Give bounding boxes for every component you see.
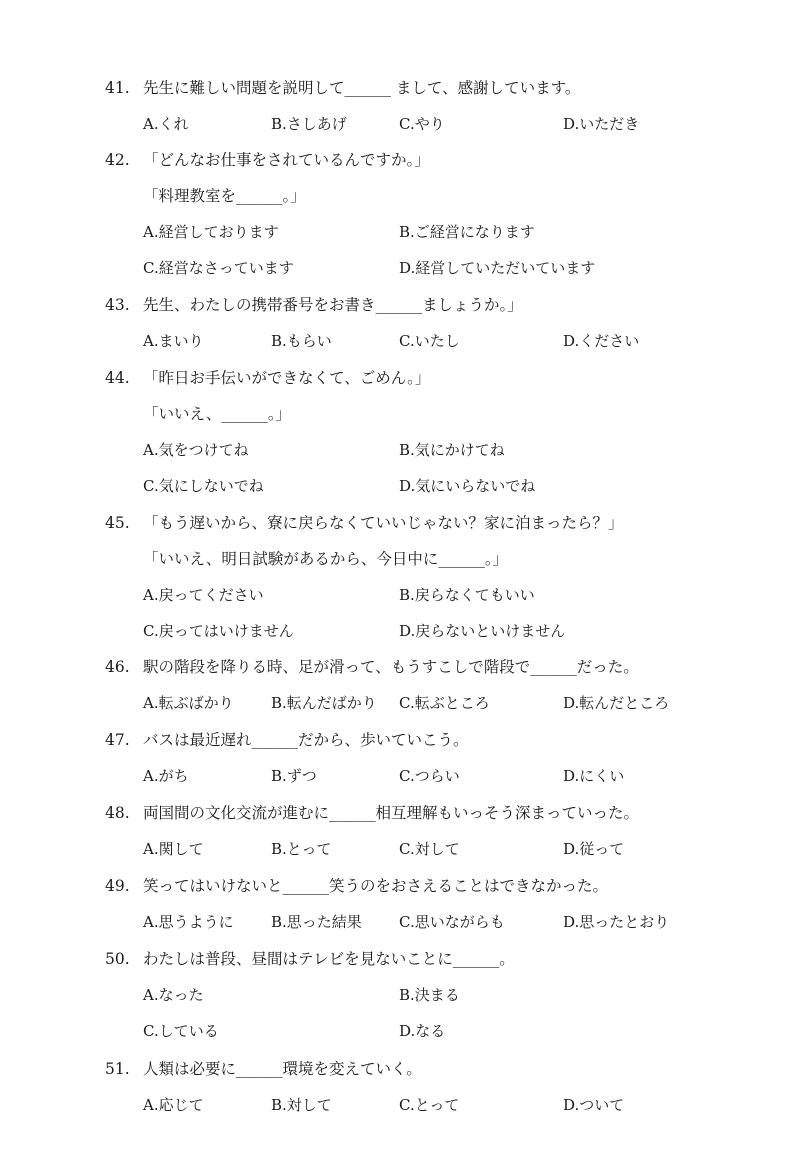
option-b: B.とって [271, 840, 332, 858]
question-51 [105, 1051, 785, 1123]
option-d: D.ついて [563, 1096, 625, 1114]
question-number: 47. [105, 731, 130, 749]
option-a: A.気をつけてね [143, 441, 249, 459]
question-number: 51. [105, 1060, 130, 1078]
question-50 [105, 941, 785, 1049]
question-stem: 笑ってはいけないと______笑うのをおさえることはできなかった。 [143, 877, 609, 895]
option-d: D.なる [399, 1022, 446, 1040]
question-45 [105, 505, 785, 649]
question-reply: 「料理教室を______。」 [143, 187, 306, 205]
option-a: A.がち [143, 767, 189, 785]
question-stem: 両国間の文化交流が進むに______相互理解もいっそう深まっていった。 [143, 804, 640, 822]
question-stem: バスは最近遅れ______だから、歩いていこう。 [143, 731, 469, 749]
option-a: A.なった [143, 986, 204, 1004]
option-a: A.まいり [143, 332, 204, 350]
question-number: 49. [105, 877, 130, 895]
question-number: 43. [105, 296, 130, 314]
option-a: A.戻ってください [143, 586, 264, 604]
question-number: 46. [105, 658, 130, 676]
option-c: C.経営なさっています [143, 259, 294, 277]
option-c: C.気にしないでね [143, 477, 264, 495]
question-number: 42. [105, 151, 130, 169]
question-49 [105, 868, 785, 940]
option-a: A.経営しております [143, 223, 279, 241]
option-a: A.関して [143, 840, 204, 858]
question-stem: 駅の階段を降りる時、足が滑って、もうすこしで階段で______だった。 [143, 658, 639, 676]
question-stem: 「どんなお仕事をされているんですか。」 [143, 151, 430, 169]
option-b: B.さしあげ [271, 115, 347, 133]
option-b: B.決まる [399, 986, 460, 1004]
question-46 [105, 649, 785, 721]
option-a: A.転ぶばかり [143, 694, 234, 712]
question-number: 41. [105, 79, 130, 97]
option-b: B.対して [271, 1096, 332, 1114]
option-a: A.応じて [143, 1096, 204, 1114]
option-a: A.くれ [143, 115, 189, 133]
option-d: D.にくい [563, 767, 625, 785]
option-d: D.従って [563, 840, 625, 858]
option-c: C.思いながらも [399, 913, 505, 931]
option-c: C.戻ってはいけません [143, 622, 294, 640]
option-b: B.ご経営になります [399, 223, 535, 241]
option-a: A.思うように [143, 913, 234, 931]
question-41 [105, 70, 785, 142]
option-d: D.転んだところ [563, 694, 670, 712]
option-b: B.戻らなくてもいい [399, 586, 535, 604]
option-b: B.ずつ [271, 767, 317, 785]
question-number: 48. [105, 804, 130, 822]
option-c: C.対して [399, 840, 460, 858]
option-c: C.やり [399, 115, 445, 133]
option-b: B.転んだばかり [271, 694, 377, 712]
option-d: D.経営していただいています [399, 259, 596, 277]
question-stem: 先生、わたしの携帯番号をお書き______ましょうか。」 [143, 296, 523, 314]
question-48 [105, 795, 785, 867]
option-d: D.いただき [563, 115, 640, 133]
question-number: 50. [105, 950, 130, 968]
option-d: D.ください [563, 332, 640, 350]
option-c: C.いたし [399, 332, 460, 350]
question-stem: 「もう遅いから、寮に戻らなくていいじゃない？家に泊まったら？」 [143, 514, 624, 532]
option-b: B.思った結果 [271, 913, 362, 931]
option-d: D.思ったとおり [563, 913, 670, 931]
question-43 [105, 287, 785, 359]
option-b: B.もらい [271, 332, 332, 350]
question-47 [105, 722, 785, 794]
option-c: C.している [143, 1022, 219, 1040]
question-reply: 「いいえ、______。」 [143, 405, 292, 423]
option-c: C.つらい [399, 767, 460, 785]
question-44 [105, 360, 785, 504]
option-c: C.とって [399, 1096, 460, 1114]
question-stem: 先生に難しい問題を説明して______ まして、感謝しています。 [143, 79, 581, 97]
question-stem: 人類は必要に______環境を変えていく。 [143, 1060, 422, 1078]
option-d: D.気にいらないでね [399, 477, 536, 495]
question-reply: 「いいえ、明日試験があるから、今日中に______。」 [143, 550, 509, 568]
question-stem: 「昨日お手伝いができなくて、ごめん。」 [143, 369, 431, 387]
question-stem: わたしは普段、昼間はテレビを見ないことに______。 [143, 950, 515, 968]
question-number: 44. [105, 369, 130, 387]
question-number: 45. [105, 514, 130, 532]
option-d: D.戻らないといけません [399, 622, 566, 640]
question-42 [105, 142, 785, 286]
option-b: B.気にかけてね [399, 441, 505, 459]
option-c: C.転ぶところ [399, 694, 490, 712]
